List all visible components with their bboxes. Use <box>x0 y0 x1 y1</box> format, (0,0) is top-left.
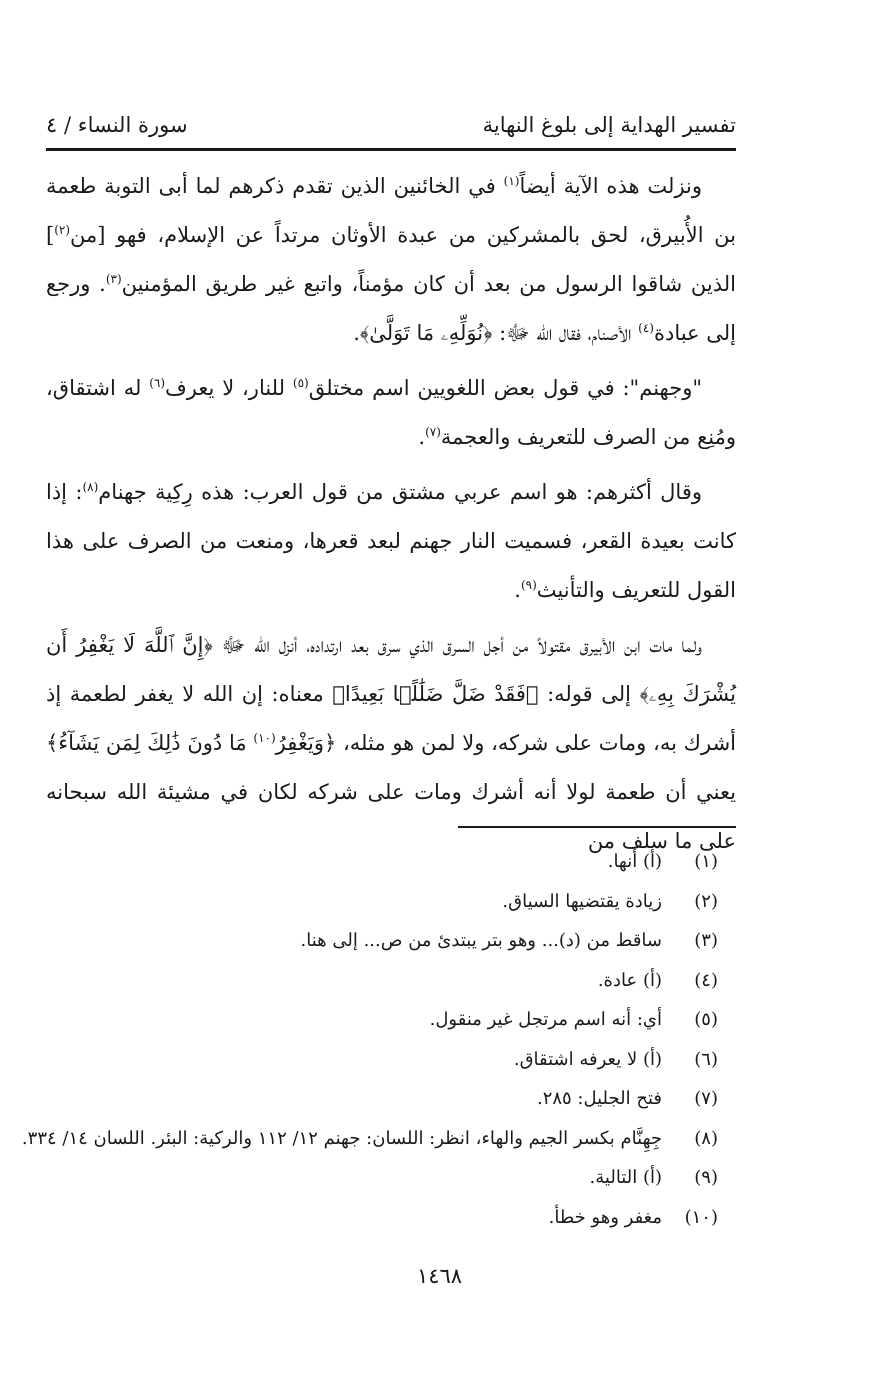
footnote-number: (٣) <box>694 930 718 951</box>
footnote-item <box>46 1198 736 1238</box>
paragraph-1: ونزلت هذه الآية أيضاً$^{(١)}$ في الخائنين الذين تقدم ذكرهم لما أبى التوبة طعمة بن الأُبيرق، لحق بالمشركين من عبدة الأوثان مرتداً عن الإسلام، فهو [من$^{(٢)}$] الذين شاقوا الرسول من بعد أن كان مؤمناً، واتبع غير طريق المؤمنين$^{(٣)}$. ورجع إلى عبادة$^{(٤)}$ الأصنام، فقال الله ﷻ: ﴿نُوَلِّهِۦ مَا تَوَلَّىٰ﴾. <box>46 174 736 345</box>
footnote-number: (٤) <box>694 969 718 991</box>
footnote-text: أي: أنه اسم مرتجل غير منقول. <box>429 1009 662 1030</box>
footnote-rule <box>458 826 736 828</box>
main-text <box>46 162 736 872</box>
footnote-text: زيادة يقتضيها السياق. <box>502 890 662 912</box>
footnote-item <box>46 961 736 1001</box>
book-title: تفسير الهداية إلى بلوغ النهاية <box>482 113 736 137</box>
footnote-item <box>46 842 736 882</box>
paragraph-4: ولما مات ابن الأبيرق مقتولاً من أجل السرق الذي سرق بعد ارتداده، أنزل الله ﷻ ﴿إِنَّ ٱللَّهَ لَا يَغْفِرُ أَن يُشْرَكَ بِهِۦ﴾ إلى قوله: ﴿فَقَدْ ضَلَّ ضَلَٰلًۢا بَعِيدًا﴾ معناه: إن الله لا يغفر لطعمة إذ أشرك به، ومات على شركه، ولا لمن هو مثله، ﴿وَيَغْفِرُ$^{(١٠)}$ مَا دُونَ ذَٰلِكَ لِمَن يَشَآءُ﴾ يعني أن طعمة لولا أنه أشرك ومات على شركه لكان في مشيئة الله سبحانه على ما سلف من <box>46 633 736 853</box>
quran-verse: ﴿نُوَلِّهِۦ مَا تَوَلَّىٰ﴾ <box>359 321 493 345</box>
footnote-ref-1: (١) <box>503 174 520 188</box>
footnote-text: (أ) عادة. <box>597 969 662 991</box>
footnote-text: ساقط من (د)... وهو بتر يبتدئ من ص... إلى هنا. <box>300 930 662 951</box>
footnote-ref-4: (٤) <box>638 321 654 335</box>
footnote-text: مغفر وهو خطأ. <box>548 1206 662 1228</box>
quran-verse: ﴿فَقَدْ ضَلَّ ضَلَٰلًۢا بَعِيدًا﴾ <box>332 682 539 706</box>
footnote-ref-3: (٣) <box>105 272 122 286</box>
quran-verse: ﴿وَيَغْفِرُ <box>275 731 337 755</box>
footnote-item <box>46 1079 736 1119</box>
footnote-number: (٢) <box>694 890 718 912</box>
quran-verse: ﴿إِنَّ ٱللَّهَ لَا يَغْفِرُ أَن يُشْرَكَ بِهِۦ﴾ <box>46 633 736 706</box>
footnote-ref-2: (٢) <box>54 223 71 237</box>
footnote-text: جِهِنَّام بكسر الجيم والهاء، انظر: اللسان: جهنم ١٢/ ١١٢ والركية: البئر. اللسان ١٤/ ٣٣٤. <box>21 1127 662 1149</box>
footnote-text: (أ) أنها. <box>607 851 662 872</box>
footnote-item <box>46 1000 736 1040</box>
footnote-item <box>46 921 736 961</box>
footnote-ref-9: (٩) <box>520 578 537 592</box>
footnote-number: (٥) <box>694 1009 718 1030</box>
footnote-ref-10: (١٠) <box>253 731 276 745</box>
footnote-ref-6: (٦) <box>149 376 166 390</box>
footnote-number: (٦) <box>694 1048 718 1070</box>
paragraph-3: وقال أكثرهم: هو اسم عربي مشتق من قول العرب: هذه رِكِية جهنام$^{(٨)}$: إذا كانت بعيدة القعر، فسميت النار جهنم لبعد قعرها، ومنعت من الصرف على هذا القول للتعريف والتأنيث$^{(٩)}$. <box>46 480 736 602</box>
surah-label: سورة النساء / ٤ <box>46 113 188 137</box>
footnote-number: (١) <box>694 851 718 872</box>
footnote-number: (٧) <box>694 1088 718 1109</box>
footnote-text: (أ) لا يعرفه اشتقاق. <box>513 1048 662 1070</box>
footnote-ref-7: (٧) <box>425 425 441 439</box>
footnote-item <box>46 1040 736 1080</box>
footnote-ref-8: (٨) <box>82 480 99 494</box>
footnote-number: (١٠) <box>684 1206 718 1228</box>
footnote-text: (أ) التالية. <box>589 1167 662 1188</box>
footnotes <box>21 842 736 1237</box>
page-number: ١٤٦٨ <box>416 1264 463 1288</box>
running-header <box>46 108 736 142</box>
footnote-ref-5: (٥) <box>292 376 309 390</box>
footnote-number: (٩) <box>694 1167 718 1188</box>
footnote-item <box>46 1158 736 1198</box>
header-rule <box>46 148 736 151</box>
paragraph-2: "وجهنم": في قول بعض اللغويين اسم مختلق$^{(٥)}$ للنار، لا يعرف$^{(٦)}$ له اشتقاق، ومُنِع من الصرف للتعريف والعجمة$^{(٧)}$. <box>46 376 736 449</box>
footnote-item <box>21 1119 736 1159</box>
footnote-number: (٨) <box>694 1127 718 1149</box>
footnote-text: فتح الجليل: ٢٨٥. <box>536 1088 662 1109</box>
quran-verse: مَا دُونَ ذَٰلِكَ لِمَن يَشَآءُ﴾ <box>46 731 254 755</box>
footnote-item <box>46 882 736 922</box>
